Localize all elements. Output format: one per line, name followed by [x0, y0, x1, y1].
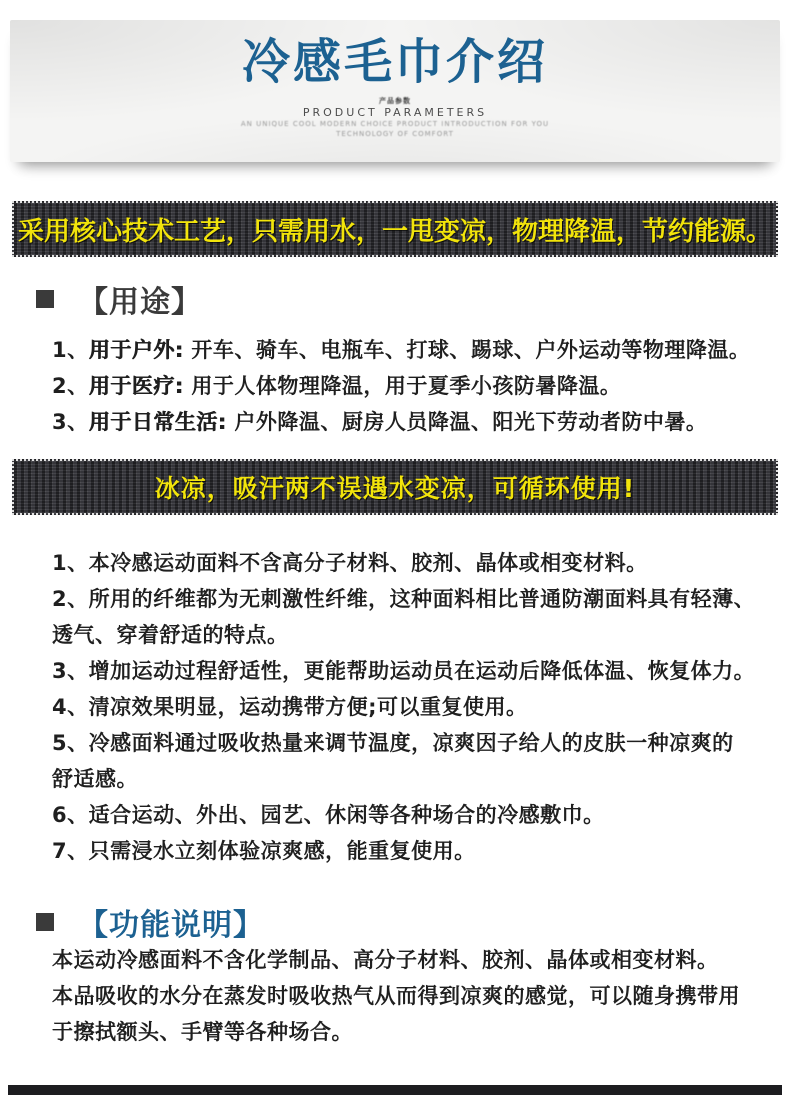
item-label: 用于户外: — [88, 338, 184, 362]
function-paragraph — [52, 942, 762, 1050]
list-item-wrapped-line: 透气、穿着舒适的特点。 — [52, 623, 289, 647]
item-text: 开车、骑车、电瓶车、打球、踢球、户外运动等物理降温。 — [183, 338, 751, 362]
slogan-banner-middle-text: 冰凉，吸汗两不误遇水变凉，可循环使用! — [154, 474, 636, 503]
item-number: 1、 — [52, 338, 89, 362]
paragraph-line: 本品吸收的水分在蒸发时吸收热气从而得到凉爽的感觉，可以随身携带用 — [52, 984, 740, 1008]
slogan-banner-top — [12, 201, 778, 257]
list-item — [52, 332, 762, 368]
header-fine-print-1: AN UNIQUE COOL MODERN CHOICE PRODUCT INTRODUCTION FOR YOU — [240, 120, 550, 128]
item-text: 户外降温、厨房人员降温、阳光下劳动者防中暑。 — [226, 410, 708, 434]
header-caption: PRODUCT PARAMETERS — [302, 106, 488, 119]
item-text: 用于人体物理降温，用于夏季小孩防暑降温。 — [183, 374, 622, 398]
list-item: 1、本冷感运动面料不含高分子材料、胶剂、晶体或相变材料。 — [52, 551, 648, 575]
slogan-banner-top-text: 采用核心技术工艺，只需用水，一甩变凉，物理降温，节约能源。 — [17, 216, 772, 247]
section-heading-uses — [36, 277, 202, 321]
uses-list — [52, 332, 762, 440]
list-item: 3、增加运动过程舒适性，更能帮助运动员在运动后降低体温、恢复体力。 — [52, 659, 756, 683]
paragraph-line: 于擦拭额头、手臂等各种场合。 — [52, 1020, 353, 1044]
header-tiny-label: 产品参数 — [379, 97, 411, 105]
next-banner-clipped-edge — [8, 1085, 782, 1095]
section-heading-function-label: 【功能说明】 — [78, 908, 264, 943]
header-card — [10, 20, 780, 162]
list-item: 6、适合运动、外出、园艺、休闲等各种场合的冷感敷巾。 — [52, 803, 605, 827]
list-item — [52, 404, 762, 440]
paragraph-line: 本运动冷感面料不含化学制品、高分子材料、胶剂、晶体或相变材料。 — [52, 948, 719, 972]
square-bullet-icon — [36, 290, 54, 308]
item-number: 2、 — [52, 374, 89, 398]
section-heading-function — [36, 900, 264, 944]
item-label: 用于医疗: — [88, 374, 184, 398]
section-heading-uses-label: 【用途】 — [78, 285, 202, 320]
slogan-banner-middle — [12, 459, 778, 515]
page-title: 冷感毛巾介绍 — [241, 34, 548, 90]
item-number: 3、 — [52, 410, 89, 434]
list-item: 5、冷感面料通过吸收热量来调节温度，凉爽因子给人的皮肤一种凉爽的 — [52, 731, 734, 755]
square-bullet-icon — [36, 913, 54, 931]
list-item-wrapped-line: 舒适感。 — [52, 767, 138, 791]
header-fine-print-2: TECHNOLOGY OF COMFORT — [336, 130, 454, 138]
list-item: 4、清凉效果明显，运动携带方便;可以重复使用。 — [52, 695, 528, 719]
list-item — [52, 368, 762, 404]
list-item: 2、所用的纤维都为无刺激性纤维，这种面料相比普通防潮面料具有轻薄、 — [52, 587, 756, 611]
features-list — [52, 545, 762, 869]
item-label: 用于日常生活: — [88, 410, 227, 434]
list-item: 7、只需浸水立刻体验凉爽感，能重复使用。 — [52, 839, 476, 863]
